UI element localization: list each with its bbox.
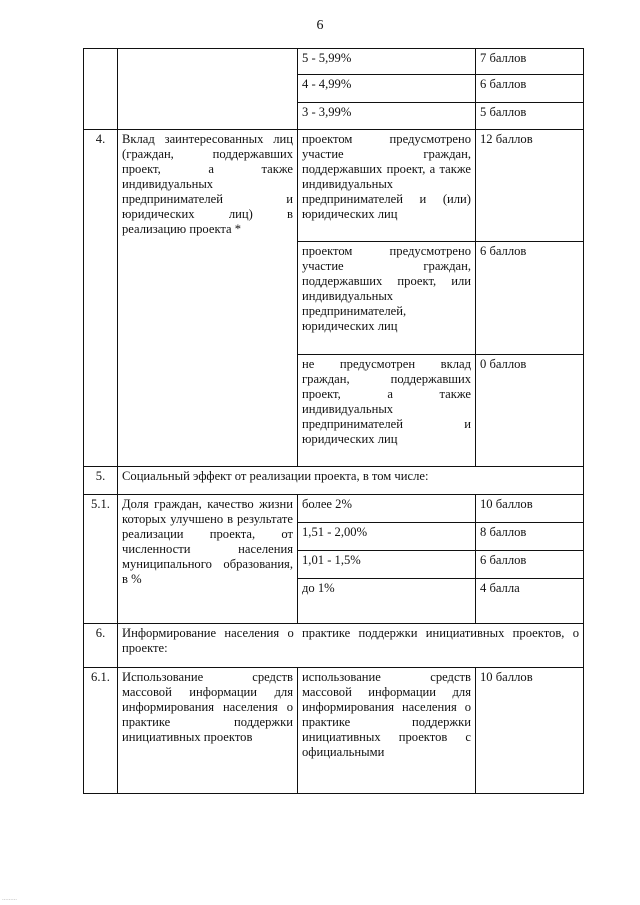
criterion-number: 5.	[84, 467, 118, 495]
option-text: использование средств массовой информации для информирования населения о практике поддержки инициативных проектов с официальными	[298, 668, 476, 794]
table-row	[84, 130, 584, 242]
num-cell-empty	[84, 49, 118, 130]
criteria-table	[83, 48, 584, 794]
score-cell: 7 баллов	[476, 49, 584, 75]
criterion-text: Вклад заинтересованных лиц (граждан, поддержавших проект, а также индивидуальных предпринимателей и юридических лиц) в реализацию проекта *	[118, 130, 298, 467]
footer-mark: ………	[2, 896, 17, 902]
criterion-number: 5.1.	[84, 495, 118, 624]
range-cell: 5 - 5,99%	[298, 49, 476, 75]
score-cell: 0 баллов	[476, 355, 584, 467]
score-cell: 5 баллов	[476, 103, 584, 130]
score-cell: 8 баллов	[476, 523, 584, 551]
criterion-text: Доля граждан, качество жизни которых улучшено в результате реализации проекта, от численности населения муниципального образования, в %	[118, 495, 298, 624]
criterion-number: 6.1.	[84, 668, 118, 794]
score-cell: 6 баллов	[476, 551, 584, 579]
range-cell: 4 - 4,99%	[298, 75, 476, 103]
score-cell: 6 баллов	[476, 242, 584, 355]
score-cell: 6 баллов	[476, 75, 584, 103]
page-number: 6	[316, 18, 324, 33]
range-cell: 1,51 - 2,00%	[298, 523, 476, 551]
section-title: Информирование населения о практике поддержки инициативных проектов, о проекте:	[118, 624, 584, 668]
table-row	[84, 49, 584, 75]
score-cell: 10 баллов	[476, 495, 584, 523]
criterion-cell-empty	[118, 49, 298, 130]
option-text: проектом предусмотрено участие граждан, поддержавших проект, а также индивидуальных предпринимателей и (или) юридических лиц	[298, 130, 476, 242]
score-cell: 12 баллов	[476, 130, 584, 242]
option-text: не предусмотрен вклад граждан, поддержавших проект, а также индивидуальных предпринимателей и юридических лиц	[298, 355, 476, 467]
section-title: Социальный эффект от реализации проекта, в том числе:	[118, 467, 584, 495]
option-text: проектом предусмотрено участие граждан, поддержавших проект, или индивидуальных предпринимателей, юридических лиц	[298, 242, 476, 355]
table-row	[84, 495, 584, 523]
range-cell: 1,01 - 1,5%	[298, 551, 476, 579]
criterion-text: Использование средств массовой информации для информирования населения о практике поддержки инициативных проектов	[118, 668, 298, 794]
table-row	[84, 668, 584, 794]
table-row	[84, 624, 584, 668]
criterion-number: 6.	[84, 624, 118, 668]
range-cell: до 1%	[298, 579, 476, 624]
score-cell: 4 балла	[476, 579, 584, 624]
table-row	[84, 467, 584, 495]
range-cell: 3 - 3,99%	[298, 103, 476, 130]
criterion-number: 4.	[84, 130, 118, 467]
range-cell: более 2%	[298, 495, 476, 523]
score-cell: 10 баллов	[476, 668, 584, 794]
